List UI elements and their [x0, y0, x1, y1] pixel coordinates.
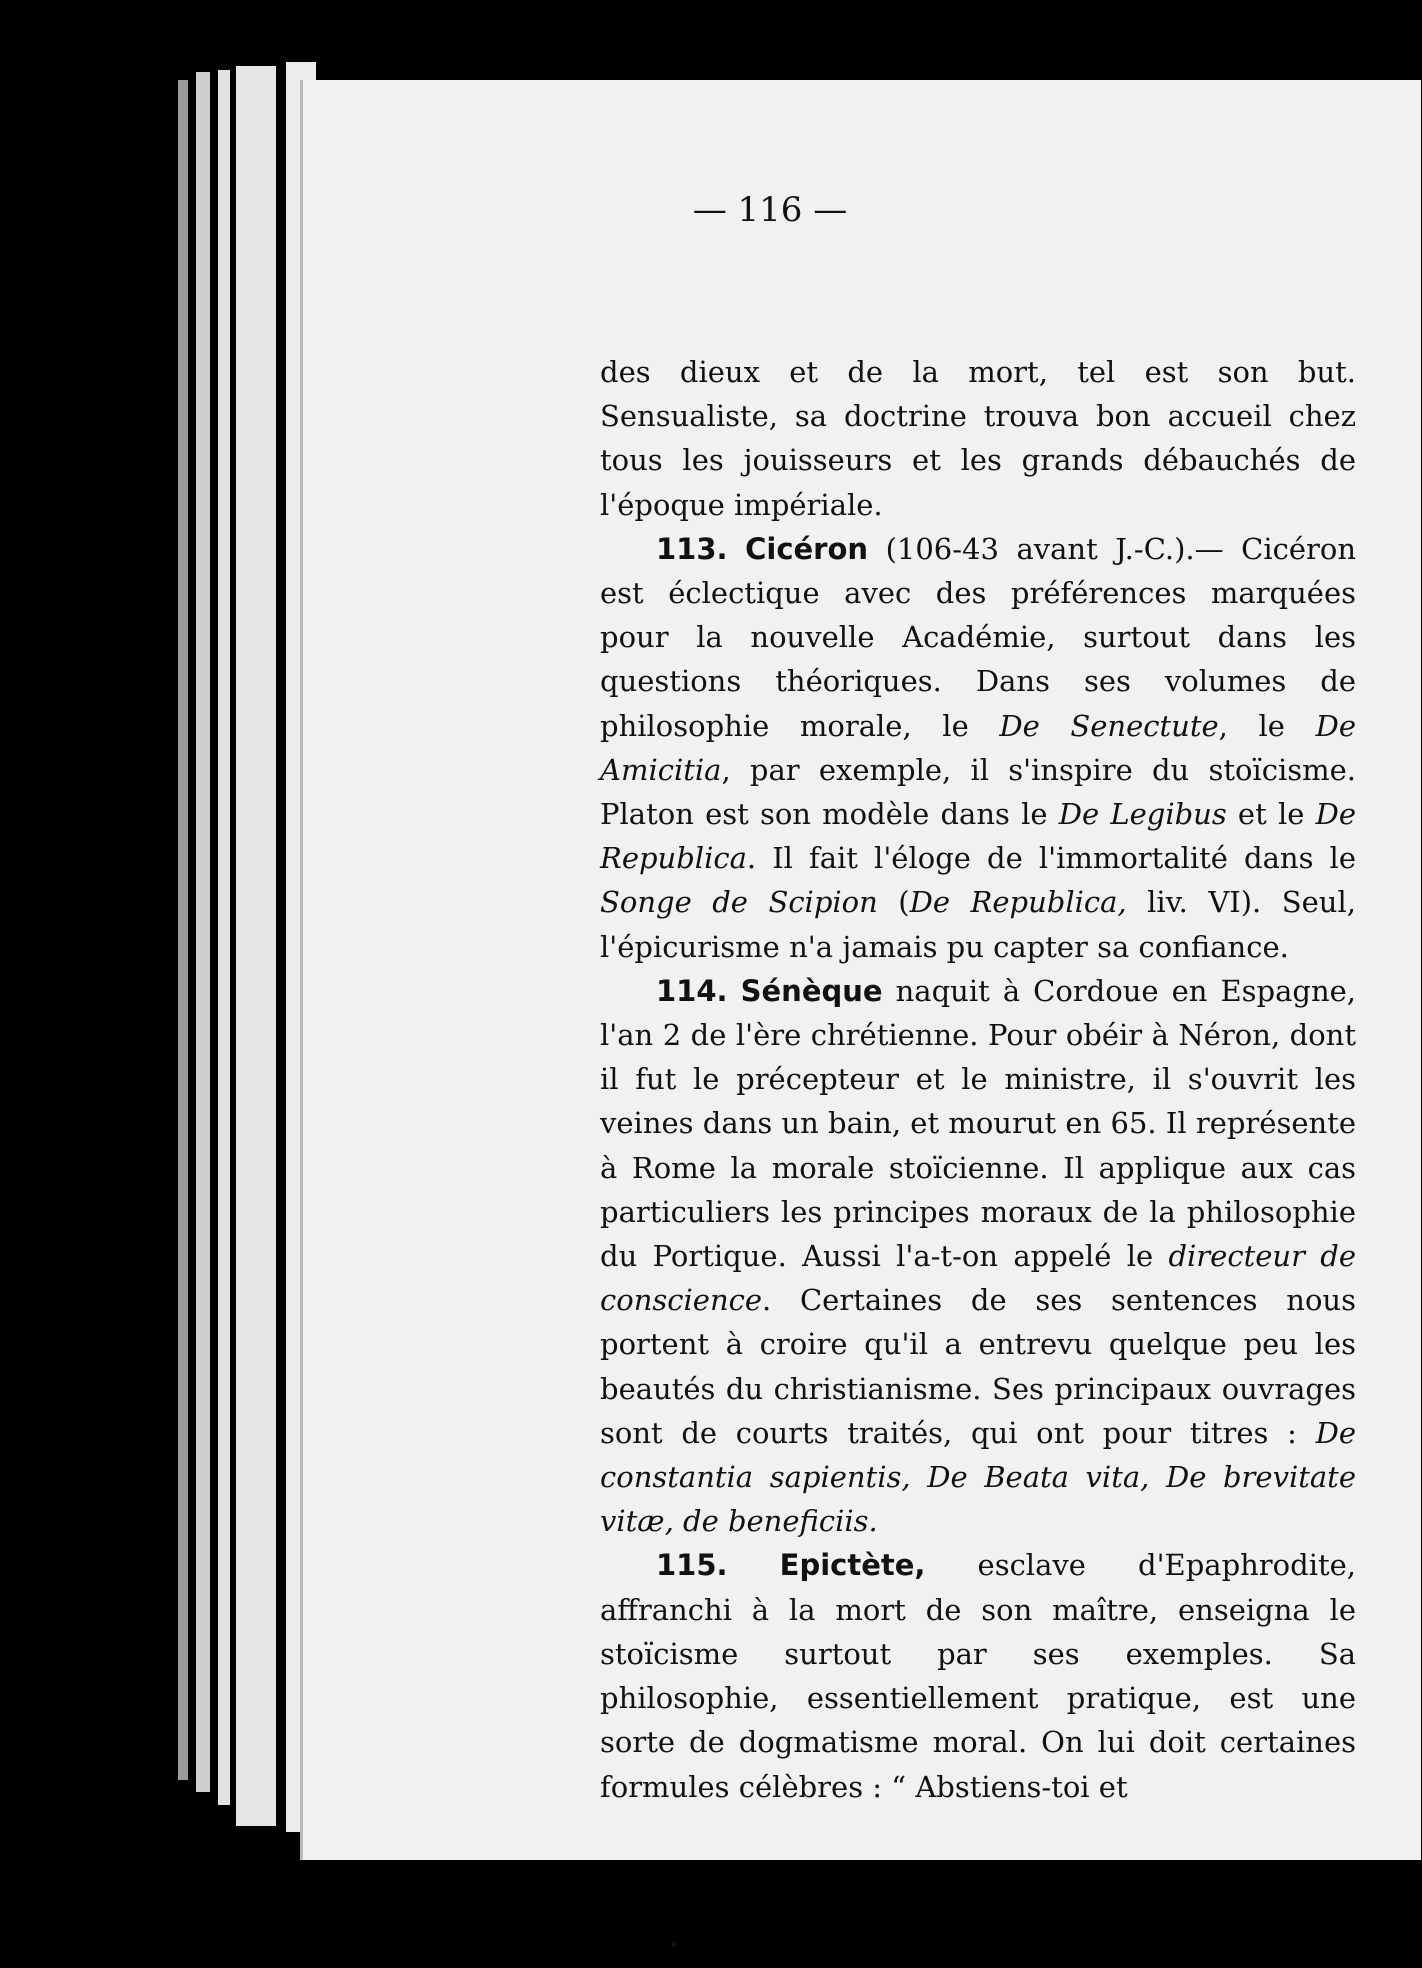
- text-run: . Certaines de ses sentences nous portent à croire qu'il a entrevu quelque peu les beautés du christianisme. Ses principaux ouvrages sont de courts traités, qui ont pour titres :: [600, 1283, 1356, 1450]
- continuation-paragraph: des dieux et de la mort, tel est son but. Sensualiste, sa doctrine trouva bon accueil chez tous les jouisseurs et les grands débauchés de l'époque impériale.: [600, 355, 1356, 522]
- section-paragraph: [600, 1543, 1356, 1808]
- section-name: Sénèque: [740, 973, 883, 1008]
- italic-title: De Amicitia: [600, 708, 1357, 787]
- italic-title: De Republica: [600, 797, 1356, 876]
- italic-title: De Republica,: [909, 885, 1127, 920]
- italic-title: De Legibus: [1058, 797, 1227, 832]
- text-run: . Il fait l'éloge de l'immortalité dans le: [746, 841, 1356, 876]
- page-edge: [218, 70, 230, 1805]
- italic-title: De constantia sapientis, De Beata vita, De brevitate vitæ, de beneficiis.: [600, 1415, 1356, 1539]
- text-run: et le: [1226, 797, 1316, 832]
- section-paragraph: [600, 527, 1356, 969]
- section-name: Cicéron: [745, 531, 869, 566]
- page-edge: [236, 66, 276, 1826]
- section-name: Epictète,: [779, 1548, 926, 1583]
- italic-title: De Senectute: [999, 708, 1219, 743]
- section-paragraph: [600, 969, 1356, 1544]
- section-number: 115.: [656, 1548, 728, 1583]
- page-edge: [178, 80, 188, 1780]
- text-run: esclave d'Epaphrodite, affranchi à la mort de son maître, enseigna le stoïcisme surtout par ses exemples. Sa philosophie, essentiellement pratique, est une sorte de dogmatisme moral. On lui doit certaines formules célèbres : “ Abstiens-toi et: [600, 1548, 1357, 1804]
- text-run: (106-43 avant J.-C.).— Cicéron est éclectique avec des préférences marquées pour la nouvelle Académie, surtout dans les questions théoriques. Dans ses volumes de philosophie morale, le: [600, 531, 1356, 743]
- italic-title: directeur de conscience: [600, 1239, 1356, 1318]
- text-run: (: [877, 885, 910, 920]
- text-run: , par exemple, il s'inspire du stoïcisme. Platon est son modèle dans le: [600, 752, 1356, 832]
- body-text: [600, 350, 1356, 1809]
- text-run: , le: [1218, 708, 1316, 743]
- section-number: 113.: [656, 531, 728, 566]
- italic-title: Songe de Scipion: [600, 885, 878, 920]
- text-run: liv. VI). Seul, l'épicurisme n'a jamais pu capter sa confiance.: [600, 885, 1356, 964]
- section-number: 114.: [656, 973, 728, 1008]
- text-run: naquit à Cordoue en Espagne, l'an 2 de l'ère chrétienne. Pour obéir à Néron, dont il fut le précepteur et le ministre, il s'ouvrit les veines dans un bain, et mourut en 65. Il représente à Rome la morale stoïcienne. Il applique aux cas particuliers les principes moraux de la philosophie du Portique. Aussi l'a-t-on appelé le: [600, 973, 1357, 1274]
- page-edge: [196, 72, 210, 1792]
- page-number: — 116 —: [692, 190, 848, 230]
- speck: [671, 1942, 676, 1947]
